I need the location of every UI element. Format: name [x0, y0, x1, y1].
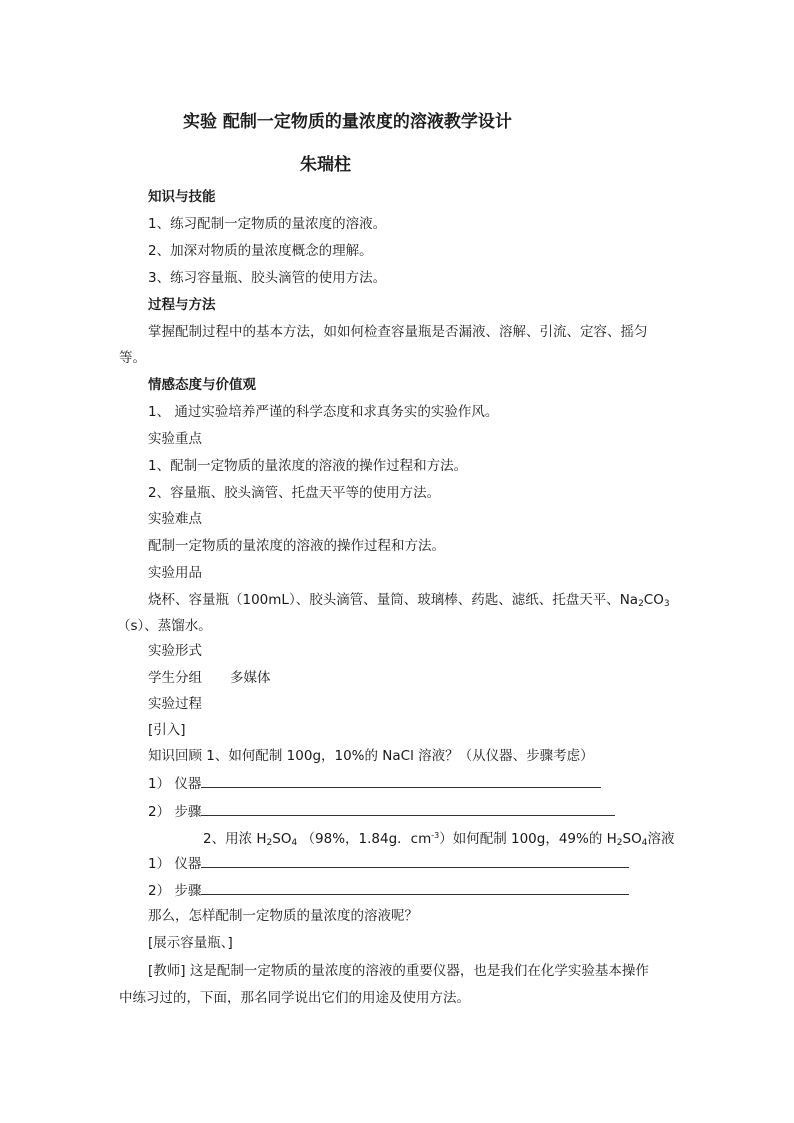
document-title: 实验 配制一定物质的量浓度的溶液教学设计 — [183, 112, 512, 132]
procedure-question-2: 2、用浓 $H_2SO_4$ （98%，1.84g．$cm^{-3}$）如何配制 100g，49%的 $H_2SO_4$溶液 — [203, 831, 675, 848]
teacher-line-2: 中练习过的，下面，那名同学说出它们的用途及使用方法。 — [119, 990, 470, 1006]
q2-step-blank[interactable] — [201, 880, 629, 895]
document-author: 朱瑞柱 — [300, 155, 351, 175]
process-line-2: 等。 — [119, 350, 146, 366]
procedure-intro: [引入] — [148, 722, 186, 738]
procedure-show: [展示容量瓶、] — [148, 935, 233, 951]
q1-instrument-row: 1） 仪器 — [148, 773, 601, 793]
form-options: 学生分组 多媒体 — [148, 670, 271, 686]
q1-step-row: 2） 步骤 — [148, 801, 615, 821]
knowledge-item-3: 3、练习容量瓶、胶头滴管的使用方法。 — [148, 270, 387, 286]
q2-instrument-row: 1） 仪器 — [148, 853, 629, 873]
knowledge-item-1: 1、练习配制一定物质的量浓度的溶液。 — [148, 216, 387, 232]
section-heading-form: 实验形式 — [148, 643, 202, 659]
knowledge-item-2: 2、加深对物质的量浓度概念的理解。 — [148, 243, 373, 259]
keypoint-item-1: 1、配制一定物质的量浓度的溶液的操作过程和方法。 — [148, 458, 468, 474]
section-heading-attitude: 情感态度与价值观 — [148, 377, 256, 393]
section-heading-process: 过程与方法 — [148, 297, 216, 313]
supplies-line-2: （s）、蒸馏水。 — [117, 618, 212, 634]
q2-instrument-blank[interactable] — [201, 853, 629, 868]
section-heading-difficulty: 实验难点 — [148, 511, 202, 527]
q2-step-row: 2） 步骤 — [148, 880, 629, 900]
teacher-line-1: [教师] 这是配制一定物质的量浓度的溶液的重要仪器，也是我们在化学实验基本操作 — [148, 963, 649, 979]
q1-instrument-blank[interactable] — [201, 773, 601, 788]
keypoint-item-2: 2、容量瓶、胶头滴管、托盘天平等的使用方法。 — [148, 485, 441, 501]
section-heading-supplies: 实验用品 — [148, 565, 202, 581]
q1-step-blank[interactable] — [201, 801, 615, 816]
procedure-question-1: 知识回顾 1、如何配制 100g，10%的 NaCl 溶液？（从仪器、步骤考虑） — [148, 748, 594, 764]
section-heading-procedure: 实验过程 — [148, 696, 202, 712]
procedure-question: 那么，怎样配制一定物质的量浓度的溶液呢？ — [148, 908, 418, 924]
section-heading-keypoints: 实验重点 — [148, 431, 202, 447]
process-line-1: 掌握配制过程中的基本方法，如如何检查容量瓶是否漏液、溶解、引流、定容、摇匀 — [148, 324, 648, 340]
attitude-item-1: 1、 通过实验培养严谨的科学态度和求真务实的实验作风。 — [148, 404, 499, 420]
difficulty-text: 配制一定物质的量浓度的溶液的操作过程和方法。 — [148, 538, 445, 554]
supplies-line-1: 烧杯、容量瓶（100mL）、胶头滴管、量筒、玻璃棒、药匙、滤纸、托盘天平、$Na_2CO_3$ — [148, 592, 670, 609]
section-heading-knowledge: 知识与技能 — [148, 189, 216, 205]
